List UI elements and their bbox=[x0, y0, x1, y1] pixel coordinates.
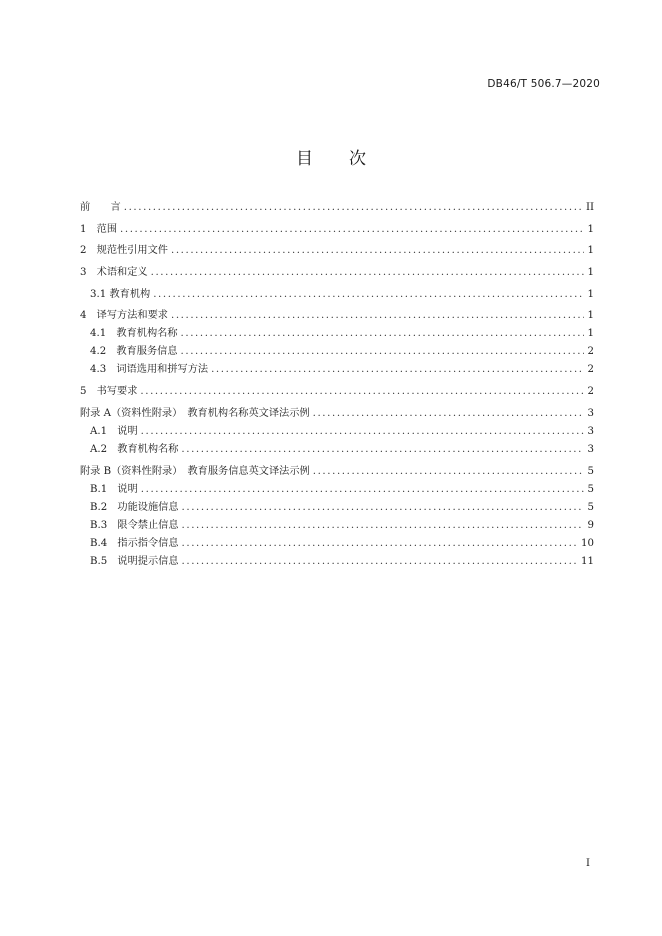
toc-entry[interactable] bbox=[80, 325, 594, 343]
toc-entry-label: 4 译写方法和要求 bbox=[80, 310, 168, 322]
toc-entry-page: 3 bbox=[587, 407, 594, 419]
toc-entry-page: 1 bbox=[587, 267, 594, 279]
toc-leader-dots bbox=[171, 307, 584, 325]
toc-leader-dots bbox=[151, 264, 584, 282]
toc-entry[interactable] bbox=[80, 423, 594, 441]
toc-entry-label: A.2 教育机构名称 bbox=[90, 443, 179, 455]
toc-entry[interactable] bbox=[80, 481, 594, 499]
toc-leader-dots bbox=[313, 463, 584, 481]
toc-leader-dots bbox=[182, 553, 578, 571]
toc-entry[interactable] bbox=[80, 199, 594, 217]
toc-entry-page: 2 bbox=[587, 346, 594, 358]
toc-entry-page: 2 bbox=[587, 386, 594, 398]
toc-leader-dots bbox=[140, 383, 583, 401]
toc-entry-label: 附录 A（资料性附录） 教育机构名称英文译法示例 bbox=[80, 407, 310, 419]
toc-entry-label: 5 书写要求 bbox=[80, 386, 138, 398]
toc-leader-dots bbox=[141, 423, 584, 441]
toc-entry-page: 3 bbox=[587, 443, 594, 455]
toc-entry[interactable] bbox=[80, 463, 594, 481]
toc-leader-dots bbox=[124, 199, 582, 217]
table-of-contents bbox=[80, 199, 594, 571]
toc-entry[interactable] bbox=[80, 517, 594, 535]
toc-entry-page: 3 bbox=[587, 425, 594, 437]
title-char-1: 目 bbox=[296, 149, 313, 169]
toc-entry[interactable] bbox=[80, 535, 594, 553]
title-char-2: 次 bbox=[349, 149, 366, 169]
toc-entry-page: 11 bbox=[581, 555, 594, 567]
toc-entry-page: 1 bbox=[587, 288, 594, 300]
toc-entry[interactable] bbox=[80, 307, 594, 325]
toc-entry[interactable] bbox=[80, 405, 594, 423]
toc-entry-label: 2 规范性引用文件 bbox=[80, 245, 168, 257]
toc-entry-label: 4.2 教育服务信息 bbox=[90, 346, 178, 358]
document-code: DB46/T 506.7—2020 bbox=[487, 78, 600, 90]
toc-entry-label: B.2 功能设施信息 bbox=[90, 501, 179, 513]
toc-entry[interactable] bbox=[80, 221, 594, 239]
toc-entry-page: 1 bbox=[587, 328, 594, 340]
toc-entry-page: 1 bbox=[587, 245, 594, 257]
toc-entry[interactable] bbox=[80, 343, 594, 361]
toc-leader-dots bbox=[181, 325, 584, 343]
toc-entry-label: 前 言 bbox=[80, 202, 121, 213]
toc-entry-label: 1 范围 bbox=[80, 223, 118, 235]
toc-entry-page: 1 bbox=[587, 310, 594, 322]
toc-entry-label: B.4 指示指令信息 bbox=[90, 537, 179, 549]
toc-entry[interactable] bbox=[80, 499, 594, 517]
page-title bbox=[0, 144, 662, 169]
toc-entry-label: B.1 说明 bbox=[90, 483, 138, 495]
toc-leader-dots bbox=[153, 286, 583, 304]
toc-leader-dots bbox=[182, 535, 578, 553]
toc-leader-dots bbox=[182, 499, 584, 517]
toc-leader-dots bbox=[120, 221, 583, 239]
toc-entry-label: B.5 说明提示信息 bbox=[90, 555, 179, 567]
toc-entry-label: 4.1 教育机构名称 bbox=[90, 328, 178, 340]
toc-entry[interactable] bbox=[80, 383, 594, 401]
toc-leader-dots bbox=[171, 242, 584, 260]
toc-entry-page: II bbox=[585, 202, 594, 213]
page-number: I bbox=[586, 858, 590, 869]
toc-entry-label: 附录 B（资料性附录） 教育服务信息英文译法示例 bbox=[80, 465, 310, 477]
toc-entry[interactable] bbox=[80, 553, 594, 571]
toc-leader-dots bbox=[181, 441, 583, 459]
toc-leader-dots bbox=[313, 405, 584, 423]
toc-entry-page: 10 bbox=[581, 537, 594, 549]
toc-entry-page: 1 bbox=[587, 223, 594, 235]
toc-entry[interactable] bbox=[80, 264, 594, 282]
toc-entry-page: 5 bbox=[587, 501, 594, 513]
toc-leader-dots bbox=[181, 343, 584, 361]
toc-entry-page: 9 bbox=[587, 519, 594, 531]
toc-entry-label: B.3 限令禁止信息 bbox=[90, 519, 179, 531]
toc-entry-page: 5 bbox=[587, 483, 594, 495]
toc-entry-label: A.1 说明 bbox=[90, 425, 138, 437]
toc-entry-label: 3 术语和定义 bbox=[80, 267, 148, 279]
toc-entry[interactable] bbox=[80, 361, 594, 379]
toc-entry[interactable] bbox=[80, 441, 594, 459]
toc-entry[interactable] bbox=[80, 242, 594, 260]
toc-entry-label: 3.1 教育机构 bbox=[90, 288, 151, 300]
toc-entry-page: 5 bbox=[587, 465, 594, 477]
toc-leader-dots bbox=[211, 361, 583, 379]
toc-entry[interactable] bbox=[80, 286, 594, 304]
toc-leader-dots bbox=[141, 481, 584, 499]
toc-entry-page: 2 bbox=[587, 364, 594, 376]
toc-entry-label: 4.3 词语选用和拼写方法 bbox=[90, 364, 209, 376]
toc-leader-dots bbox=[182, 517, 584, 535]
